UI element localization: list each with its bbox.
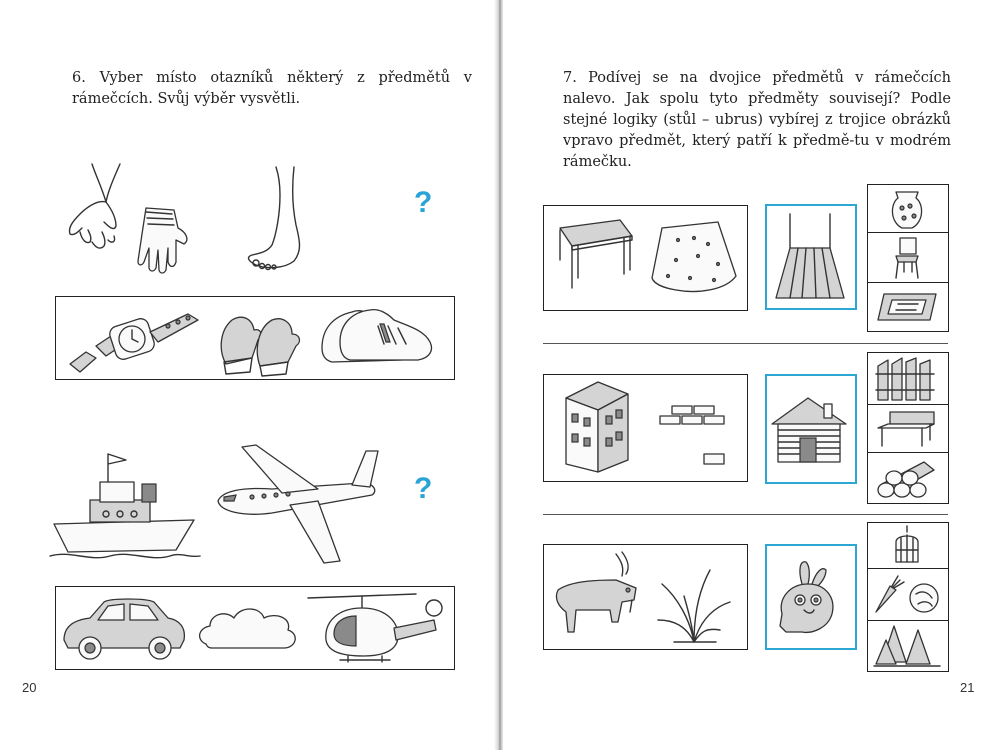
bricks-icon	[658, 402, 728, 472]
rabbit-icon	[772, 558, 848, 638]
mittens-icon[interactable]	[212, 310, 312, 380]
chair-icon[interactable]	[892, 236, 922, 280]
logs-icon[interactable]	[872, 454, 942, 500]
airplane-icon	[212, 443, 382, 568]
tablecloth-icon	[648, 220, 740, 298]
carrot-cabbage-icon[interactable]	[870, 572, 944, 616]
birdcage-icon[interactable]	[892, 524, 922, 566]
rug-icon[interactable]	[874, 290, 940, 324]
trees-icon[interactable]	[874, 622, 940, 668]
log-cabin-icon	[770, 394, 848, 466]
task-7-text: 7. Podívej se na dvojice předmětů v rámečcích nalevo. Jak spolu tyto předměty souvisejí? Podle stejné logiky (stůl – ubrus) vybírej z trojice obrázků vpravo předmět, který patří k předmě-tu v modrém rámečku.	[563, 70, 951, 170]
grass-icon	[654, 564, 734, 644]
page-number-right: 21	[960, 680, 975, 695]
hand-icon	[62, 162, 132, 262]
glove-icon	[124, 206, 194, 276]
sneakers-icon[interactable]	[318, 298, 436, 370]
fence-icon[interactable]	[874, 356, 940, 402]
car-icon[interactable]	[60, 596, 190, 662]
table-icon	[550, 218, 634, 294]
floor-icon	[772, 212, 848, 302]
helicopter-icon[interactable]	[306, 590, 446, 670]
goat-icon	[552, 550, 642, 644]
ship-icon	[50, 452, 200, 564]
left-page	[0, 0, 497, 750]
divider-1	[543, 343, 948, 344]
divider-2	[543, 514, 948, 515]
task-6-text: 6. Vyber místo otazníků některý z předmětů v rámečcích. Svůj výběr vysvětli.	[72, 70, 472, 107]
foot-icon	[236, 165, 326, 275]
building-icon	[556, 380, 630, 474]
cloud-icon[interactable]	[196, 604, 300, 654]
vase-icon[interactable]	[890, 188, 924, 230]
question-mark-1: ?	[414, 186, 433, 219]
wristwatch-icon[interactable]	[66, 306, 206, 376]
page-number-left: 20	[22, 680, 37, 695]
bench-icon[interactable]	[876, 410, 938, 448]
question-mark-2: ?	[414, 472, 433, 505]
